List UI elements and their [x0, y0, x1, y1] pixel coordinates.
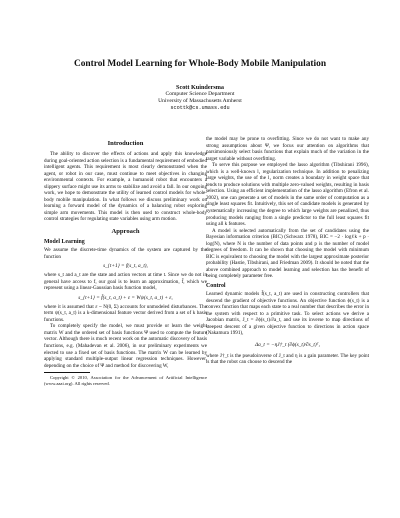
control-heading: Control	[206, 283, 226, 290]
model-paragraph-3: where it is assumed that ε ~ N(0, Σ) accounts for unmodeled disturbances. The term ψ(s_t, a_t) is a k-dimensional feature vector derived from a set of k basis functions.	[44, 303, 207, 323]
equation-dynamics: s_{t+1} = f(s_t, a_t),	[103, 263, 148, 270]
author-department: Computer Science Department	[165, 91, 235, 97]
control-paragraph: Learned dynamic models f̂(s_t, a_t) are used in constructing controllers that descend the gradient of objective functions. An objective function ϕ(s_t) is a convex function that maps each state to a real number that describes the error in the system with respect to a primitive task. To select actions we derive a Jacobian matrix, J_t = ∂ϕ(s_t)/∂a_t, and use its inverse to map directions of steepest descent of a given objective function to directions in action space (Nakamura 1991),	[206, 291, 369, 337]
author-block	[0, 84, 400, 112]
copyright-footnote: Copyright © 2010, Association for the Advancement of Artificial Intelligence (www.aaai.org). All rights reserved.	[44, 375, 207, 387]
model-learning-heading: Model Learning	[44, 239, 85, 246]
right-column	[206, 136, 369, 366]
paper-title: Control Model Learning for Whole-Body Mobile Manipulation	[73, 59, 327, 69]
continuation-paragraph: the model may be prone to overfitting. Since we do not want to make any strong assumptions about Ψ, we focus our attention on algorithms that parsimoniously select basis functions that explain much of the variation in the target variable without overfitting.	[206, 136, 369, 162]
model-paragraph-1: We assume the discrete-time dynamics of the system are captured by the function	[44, 247, 207, 260]
model-paragraph-2: where s_t and a_t are the state and action vectors at time t. Since we do not in general have access to f, our goal is to learn an approximation, f̂, which we represent using a linear-Gaussian basis function model,	[44, 272, 207, 292]
model-paragraph-4: To completely specify the model, we must provide or learn the weight matrix W and the ordered set of basis functions Ψ used to compute the feature vector. Although there is much recent work on the automatic discovery of basis functions, e.g. (Mahadevan et al. 2006), in our preliminary experiments we elected to use a fixed set of basis functions. The matrix W can be learned by applying standard multiple-output linear regression techniques. However, depending on the choice of Ψ and method for discovering W,	[44, 323, 207, 369]
introduction-heading: Introduction	[107, 140, 144, 147]
equation-control: Δa_t = −ηJ†_t (∂ϕ(s_t)/∂s_t)ᵀ,	[255, 341, 320, 348]
left-column	[44, 138, 207, 387]
author-university: University of Massachusetts Amherst	[158, 98, 242, 104]
approach-heading: Approach	[111, 228, 140, 236]
footnote-rule	[44, 372, 90, 373]
lasso-paragraph: To serve this purpose we employed the lasso algorithm (Tibshirani 1996), which is a well-known l₁ regularization technique. In addition to penalizing large weights, the use of the l₁ norm creates a boundary in weight space that tends to produce solutions with multiple zero-valued weights, resulting in basis selection. Using an efficient implementation of the lasso algorithm (Efron et al. 2002), one can generate a set of models in the same order of computation as a single least squares fit. Intuitively, this set of candidate models is generated by systematically increasing the degree to which large weights are penalized, thus producing models ranging from a single predictor to the full least squares fit using all k features.	[206, 162, 369, 228]
equation-model: s_{t+1} = f̂(s_t, a_t) + ε = Wψ(s_t, a_t) + ε,	[78, 294, 173, 301]
introduction-paragraph: The ability to discover the effects of actions and apply this knowledge during goal-oriented action selection is a fundamental requirement of embodied intelligent agents. This requirement is most clearly demonstrated when the agent, or robot in our case, must continue to meet objectives in changing environmental contexts. For example, a humanoid robot that encounters a slippery surface might use its arms to stabilize and avoid a fall. In our ongoing work, we hope to demonstrate the utility of learned control models for whole-body mobile manipulation. In what follows we discuss preliminary work on learning a forward model of the dynamics of a balancing robot exploring simple arm movements. This model is then used to construct whole-body control strategies for regulating state variables using arm motion.	[44, 151, 207, 223]
control-paragraph-2: where J†_t is the pseudoinverse of J_t and η is a gain parameter. The key point is that the robot can choose to descend the	[206, 352, 369, 366]
author-name: Scott Kuindersma	[176, 84, 224, 91]
author-email: scottk@cs.umass.edu	[170, 105, 230, 111]
bic-paragraph: A model is selected automatically from the set of candidates using the Bayesian information criterion (BIC) (Schwarz 1978), BIC = −2 · logℓk + p · log(N), where N is the number of data points and p is the number of model degrees of freedom. It can be shown that choosing the model with minimum BIC is equivalent to choosing the model with the largest approximate posterior probability (Hastie, Tibshirani, and Friedman 2009). It should be noted that the above combined approach to model learning and selection has the benefit of being completely parameter free.	[206, 227, 369, 280]
